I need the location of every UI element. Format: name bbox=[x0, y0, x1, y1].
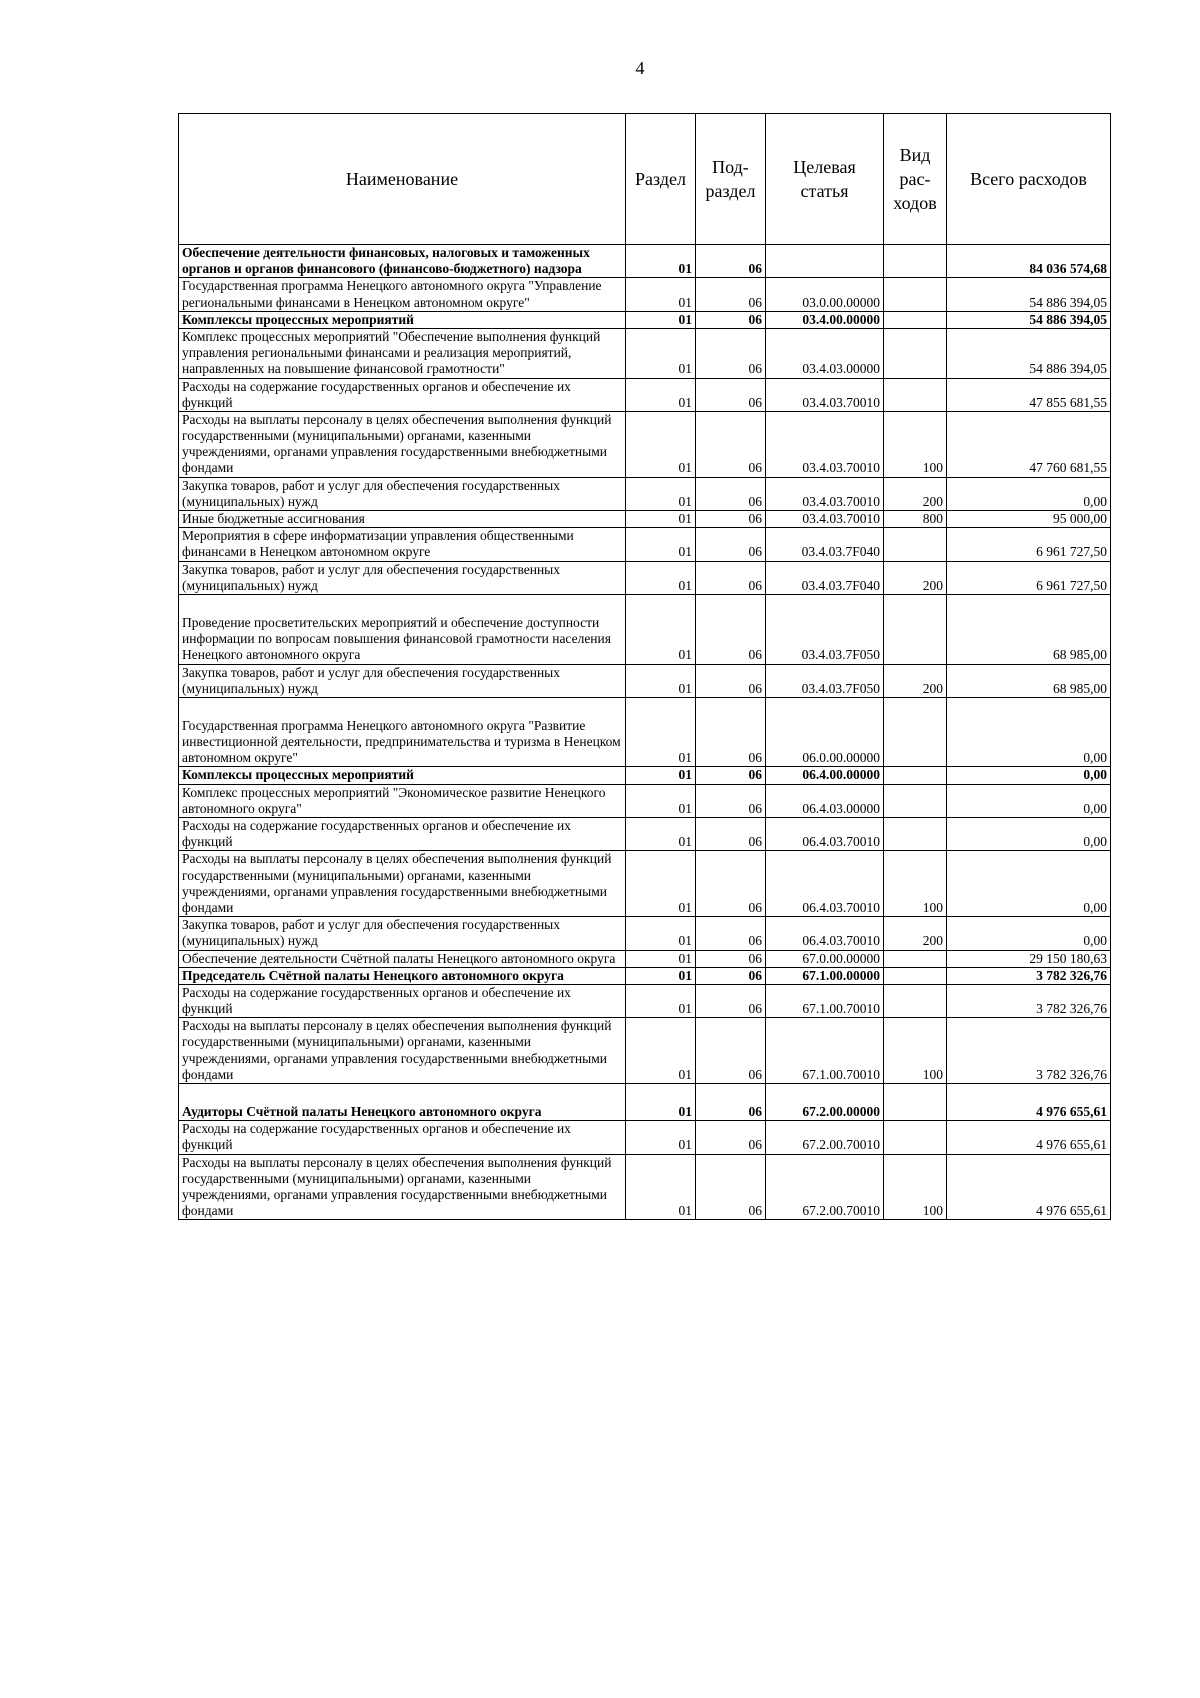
row-article: 06.4.00.00000 bbox=[766, 767, 884, 784]
table-row bbox=[179, 917, 1111, 950]
row-name: Мероприятия в сфере информатизации управления общественными финансами в Ненецком автономном округе bbox=[179, 528, 626, 561]
row-name: Иные бюджетные ассигнования bbox=[179, 511, 626, 528]
row-section: 01 bbox=[626, 697, 696, 767]
row-total: 0,00 bbox=[947, 784, 1111, 817]
row-total: 6 961 727,50 bbox=[947, 528, 1111, 561]
row-expense-type: 200 bbox=[884, 477, 947, 510]
row-expense-type bbox=[884, 1084, 947, 1121]
row-section: 01 bbox=[626, 1018, 696, 1084]
row-section: 01 bbox=[626, 1084, 696, 1121]
row-expense-type bbox=[884, 311, 947, 328]
row-section: 01 bbox=[626, 278, 696, 311]
row-subsection: 06 bbox=[696, 697, 766, 767]
row-subsection: 06 bbox=[696, 1154, 766, 1220]
row-expense-type bbox=[884, 328, 947, 378]
row-section: 01 bbox=[626, 851, 696, 917]
row-subsection: 06 bbox=[696, 278, 766, 311]
table-row bbox=[179, 594, 1111, 664]
row-total: 54 886 394,05 bbox=[947, 278, 1111, 311]
table-row bbox=[179, 245, 1111, 278]
row-total: 6 961 727,50 bbox=[947, 561, 1111, 594]
row-expense-type bbox=[884, 967, 947, 984]
row-name: Расходы на содержание государственных органов и обеспечение их функций bbox=[179, 378, 626, 411]
row-name: Расходы на выплаты персоналу в целях обеспечения выполнения функций государственными (муниципальными) органами, казенными учреждениями, органами управления государственными внебюджетными фондами bbox=[179, 411, 626, 477]
header-name: Наименование bbox=[179, 114, 626, 245]
row-section: 01 bbox=[626, 561, 696, 594]
table-row bbox=[179, 1154, 1111, 1220]
table-row bbox=[179, 311, 1111, 328]
table-row bbox=[179, 767, 1111, 784]
row-name: Расходы на содержание государственных органов и обеспечение их функций bbox=[179, 1121, 626, 1154]
row-article: 06.4.03.70010 bbox=[766, 818, 884, 851]
row-subsection: 06 bbox=[696, 245, 766, 278]
table-row bbox=[179, 950, 1111, 967]
row-total: 0,00 bbox=[947, 477, 1111, 510]
table-row bbox=[179, 278, 1111, 311]
table-header-row bbox=[179, 114, 1111, 245]
row-expense-type: 200 bbox=[884, 561, 947, 594]
row-expense-type bbox=[884, 818, 947, 851]
row-article: 03.0.00.00000 bbox=[766, 278, 884, 311]
row-total: 68 985,00 bbox=[947, 594, 1111, 664]
row-section: 01 bbox=[626, 411, 696, 477]
row-subsection: 06 bbox=[696, 411, 766, 477]
row-subsection: 06 bbox=[696, 984, 766, 1017]
row-name: Комплекс процессных мероприятий "Экономическое развитие Ненецкого автономного округа" bbox=[179, 784, 626, 817]
row-article: 03.4.03.70010 bbox=[766, 511, 884, 528]
row-total: 68 985,00 bbox=[947, 664, 1111, 697]
row-subsection: 06 bbox=[696, 511, 766, 528]
row-subsection: 06 bbox=[696, 311, 766, 328]
table-row bbox=[179, 967, 1111, 984]
row-name: Закупка товаров, работ и услуг для обеспечения государственных (муниципальных) нужд bbox=[179, 664, 626, 697]
row-subsection: 06 bbox=[696, 328, 766, 378]
row-article: 06.4.03.00000 bbox=[766, 784, 884, 817]
table-row bbox=[179, 561, 1111, 594]
row-article: 67.2.00.00000 bbox=[766, 1084, 884, 1121]
row-total: 0,00 bbox=[947, 851, 1111, 917]
row-section: 01 bbox=[626, 784, 696, 817]
row-name: Расходы на выплаты персоналу в целях обеспечения выполнения функций государственными (муниципальными) органами, казенными учреждениями, органами управления государственными внебюджетными фондами bbox=[179, 1018, 626, 1084]
row-total: 0,00 bbox=[947, 767, 1111, 784]
header-total: Всего расходов bbox=[947, 114, 1111, 245]
row-name: Расходы на содержание государственных органов и обеспечение их функций bbox=[179, 984, 626, 1017]
table-row bbox=[179, 477, 1111, 510]
row-expense-type: 100 bbox=[884, 851, 947, 917]
table-row bbox=[179, 818, 1111, 851]
row-total: 47 760 681,55 bbox=[947, 411, 1111, 477]
row-total: 95 000,00 bbox=[947, 511, 1111, 528]
table-row bbox=[179, 697, 1111, 767]
table-row bbox=[179, 851, 1111, 917]
row-name: Расходы на содержание государственных органов и обеспечение их функций bbox=[179, 818, 626, 851]
row-section: 01 bbox=[626, 1121, 696, 1154]
row-expense-type bbox=[884, 245, 947, 278]
row-expense-type bbox=[884, 378, 947, 411]
row-expense-type: 100 bbox=[884, 1154, 947, 1220]
row-total: 47 855 681,55 bbox=[947, 378, 1111, 411]
table-row bbox=[179, 378, 1111, 411]
row-subsection: 06 bbox=[696, 784, 766, 817]
row-subsection: 06 bbox=[696, 1121, 766, 1154]
row-article bbox=[766, 245, 884, 278]
row-name: Государственная программа Ненецкого автономного округа "Управление региональными финансами в Ненецком автономном округе" bbox=[179, 278, 626, 311]
row-section: 01 bbox=[626, 767, 696, 784]
row-subsection: 06 bbox=[696, 664, 766, 697]
row-section: 01 bbox=[626, 967, 696, 984]
row-article: 67.2.00.70010 bbox=[766, 1154, 884, 1220]
row-expense-type bbox=[884, 1121, 947, 1154]
row-article: 03.4.00.00000 bbox=[766, 311, 884, 328]
row-article: 67.2.00.70010 bbox=[766, 1121, 884, 1154]
row-total: 4 976 655,61 bbox=[947, 1154, 1111, 1220]
row-section: 01 bbox=[626, 594, 696, 664]
row-name: Проведение просветительских мероприятий и обеспечение доступности информации по вопросам повышения финансовой грамотности населения Ненецкого автономного округа bbox=[179, 594, 626, 664]
row-section: 01 bbox=[626, 378, 696, 411]
row-name: Закупка товаров, работ и услуг для обеспечения государственных (муниципальных) нужд bbox=[179, 477, 626, 510]
header-expense-type: Вид рас- ходов bbox=[884, 114, 947, 245]
row-total: 3 782 326,76 bbox=[947, 967, 1111, 984]
row-total: 29 150 180,63 bbox=[947, 950, 1111, 967]
row-total: 3 782 326,76 bbox=[947, 984, 1111, 1017]
row-article: 03.4.03.70010 bbox=[766, 378, 884, 411]
row-section: 01 bbox=[626, 1154, 696, 1220]
row-expense-type: 200 bbox=[884, 917, 947, 950]
row-article: 03.4.03.7F040 bbox=[766, 561, 884, 594]
table-row bbox=[179, 411, 1111, 477]
row-section: 01 bbox=[626, 311, 696, 328]
row-article: 06.4.03.70010 bbox=[766, 917, 884, 950]
row-section: 01 bbox=[626, 477, 696, 510]
row-expense-type: 800 bbox=[884, 511, 947, 528]
row-expense-type bbox=[884, 984, 947, 1017]
row-total: 84 036 574,68 bbox=[947, 245, 1111, 278]
row-article: 03.4.03.70010 bbox=[766, 411, 884, 477]
table-row bbox=[179, 1121, 1111, 1154]
row-name: Расходы на выплаты персоналу в целях обеспечения выполнения функций государственными (муниципальными) органами, казенными учреждениями, органами управления государственными внебюджетными фондами bbox=[179, 1154, 626, 1220]
row-subsection: 06 bbox=[696, 818, 766, 851]
row-section: 01 bbox=[626, 528, 696, 561]
row-expense-type bbox=[884, 950, 947, 967]
row-name: Председатель Счётной палаты Ненецкого автономного округа bbox=[179, 967, 626, 984]
row-article: 06.0.00.00000 bbox=[766, 697, 884, 767]
row-name: Государственная программа Ненецкого автономного округа "Развитие инвестиционной деятельности, предпринимательства и туризма в Ненецком автономном округе" bbox=[179, 697, 626, 767]
row-subsection: 06 bbox=[696, 1018, 766, 1084]
row-article: 03.4.03.00000 bbox=[766, 328, 884, 378]
row-name: Закупка товаров, работ и услуг для обеспечения государственных (муниципальных) нужд bbox=[179, 561, 626, 594]
row-section: 01 bbox=[626, 511, 696, 528]
row-subsection: 06 bbox=[696, 950, 766, 967]
row-expense-type bbox=[884, 697, 947, 767]
row-name: Закупка товаров, работ и услуг для обеспечения государственных (муниципальных) нужд bbox=[179, 917, 626, 950]
row-section: 01 bbox=[626, 245, 696, 278]
row-subsection: 06 bbox=[696, 594, 766, 664]
row-total: 4 976 655,61 bbox=[947, 1121, 1111, 1154]
row-article: 67.1.00.00000 bbox=[766, 967, 884, 984]
header-subsection: Под- раздел bbox=[696, 114, 766, 245]
row-subsection: 06 bbox=[696, 477, 766, 510]
row-name: Комплексы процессных мероприятий bbox=[179, 311, 626, 328]
row-section: 01 bbox=[626, 664, 696, 697]
row-subsection: 06 bbox=[696, 917, 766, 950]
row-subsection: 06 bbox=[696, 561, 766, 594]
table-row bbox=[179, 528, 1111, 561]
row-article: 67.1.00.70010 bbox=[766, 984, 884, 1017]
page-number: 4 bbox=[635, 58, 645, 78]
row-expense-type bbox=[884, 784, 947, 817]
header-section: Раздел bbox=[626, 114, 696, 245]
row-section: 01 bbox=[626, 328, 696, 378]
row-expense-type: 200 bbox=[884, 664, 947, 697]
table-body bbox=[179, 245, 1111, 1220]
row-article: 06.4.03.70010 bbox=[766, 851, 884, 917]
row-section: 01 bbox=[626, 984, 696, 1017]
row-name: Обеспечение деятельности финансовых, налоговых и таможенных органов и органов финансового (финансово-бюджетного) надзора bbox=[179, 245, 626, 278]
row-section: 01 bbox=[626, 818, 696, 851]
row-subsection: 06 bbox=[696, 967, 766, 984]
row-total: 0,00 bbox=[947, 917, 1111, 950]
row-section: 01 bbox=[626, 917, 696, 950]
row-article: 03.4.03.70010 bbox=[766, 477, 884, 510]
header-target-article: Целевая статья bbox=[766, 114, 884, 245]
row-article: 03.4.03.7F050 bbox=[766, 664, 884, 697]
row-expense-type: 100 bbox=[884, 411, 947, 477]
row-subsection: 06 bbox=[696, 1084, 766, 1121]
row-article: 67.0.00.00000 bbox=[766, 950, 884, 967]
row-name: Обеспечение деятельности Счётной палаты Ненецкого автономного округа bbox=[179, 950, 626, 967]
table-row bbox=[179, 511, 1111, 528]
table-row bbox=[179, 664, 1111, 697]
row-expense-type bbox=[884, 528, 947, 561]
table-row bbox=[179, 1084, 1111, 1121]
row-subsection: 06 bbox=[696, 378, 766, 411]
row-article: 03.4.03.7F050 bbox=[766, 594, 884, 664]
row-subsection: 06 bbox=[696, 767, 766, 784]
table-row bbox=[179, 984, 1111, 1017]
row-total: 0,00 bbox=[947, 818, 1111, 851]
row-expense-type bbox=[884, 278, 947, 311]
table-row bbox=[179, 784, 1111, 817]
row-total: 4 976 655,61 bbox=[947, 1084, 1111, 1121]
row-name: Комплекс процессных мероприятий "Обеспечение выполнения функций управления региональными финансами и реализация мероприятий, направленных на повышение финансовой грамотности" bbox=[179, 328, 626, 378]
row-total: 54 886 394,05 bbox=[947, 311, 1111, 328]
budget-table bbox=[178, 113, 1111, 1220]
row-name: Расходы на выплаты персоналу в целях обеспечения выполнения функций государственными (муниципальными) органами, казенными учреждениями, органами управления государственными внебюджетными фондами bbox=[179, 851, 626, 917]
row-total: 54 886 394,05 bbox=[947, 328, 1111, 378]
row-name: Аудиторы Счётной палаты Ненецкого автономного округа bbox=[179, 1084, 626, 1121]
row-subsection: 06 bbox=[696, 528, 766, 561]
row-expense-type bbox=[884, 594, 947, 664]
row-section: 01 bbox=[626, 950, 696, 967]
table-row bbox=[179, 328, 1111, 378]
row-expense-type: 100 bbox=[884, 1018, 947, 1084]
row-total: 3 782 326,76 bbox=[947, 1018, 1111, 1084]
table-row bbox=[179, 1018, 1111, 1084]
row-article: 03.4.03.7F040 bbox=[766, 528, 884, 561]
row-name: Комплексы процессных мероприятий bbox=[179, 767, 626, 784]
row-subsection: 06 bbox=[696, 851, 766, 917]
row-total: 0,00 bbox=[947, 697, 1111, 767]
row-article: 67.1.00.70010 bbox=[766, 1018, 884, 1084]
row-expense-type bbox=[884, 767, 947, 784]
